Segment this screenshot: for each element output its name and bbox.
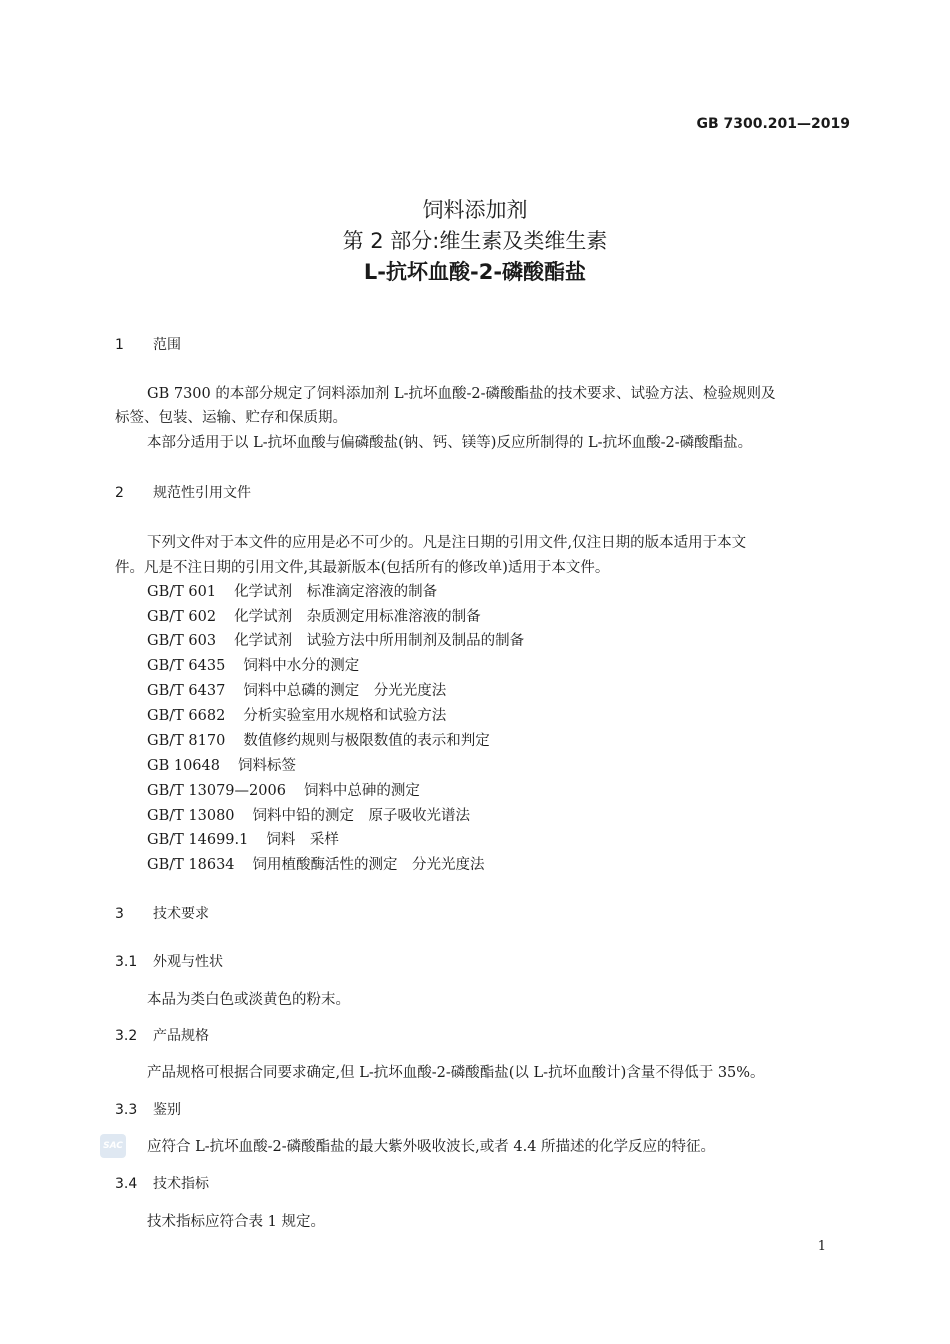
reference-title: 数值修约规则与极限数值的表示和判定 [243,733,490,749]
reference-title: 化学试剂 标准滴定溶液的制备 [234,584,438,600]
section-3-1-heading: 3.1 外观与性状 [115,954,223,970]
reference-item [147,632,524,650]
reference-code: GB/T 18634 [147,857,235,873]
reference-item [147,732,490,750]
reference-code: GB/T 8170 [147,733,226,749]
reference-code: GB/T 601 [147,584,217,600]
section-2-heading: 2 规范性引用文件 [115,485,251,501]
reference-code: GB 10648 [147,758,220,774]
reference-title: 化学试剂 试验方法中所用制剂及制品的制备 [234,633,525,649]
paragraph: 件。凡是不注日期的引用文件,其最新版本(包括所有的修改单)适用于本文件。 [115,560,610,576]
reference-item [147,608,481,626]
reference-item [147,856,485,874]
reference-item [147,682,446,700]
reference-code: GB/T 6435 [147,658,226,674]
reference-title: 饲料标签 [237,758,296,774]
title-line-1: 饲料添加剂 [422,198,528,222]
section-1-heading: 1 范围 [115,337,181,353]
section-3-heading: 3 技术要求 [115,906,209,922]
section-3-2-heading: 3.2 产品规格 [115,1028,209,1044]
reference-title: 分析实验室用水规格和试验方法 [243,708,447,724]
paragraph: 本品为类白色或淡黄色的粉末。 [147,992,350,1008]
reference-item [147,657,359,675]
reference-item [147,807,470,825]
sac-watermark-logo: SAC [100,1134,126,1158]
title-line-3: L-抗坏血酸-2-磷酸酯盐 [363,260,587,284]
paragraph: 标签、包装、运输、贮存和保质期。 [115,410,347,426]
section-3-3-heading: 3.3 鉴别 [115,1102,181,1118]
reference-title: 饲料中总砷的测定 [303,783,420,799]
paragraph: 应符合 L-抗坏血酸-2-磷酸酯盐的最大紫外吸收波长,或者 4.4 所描述的化学反应的特征。 [147,1139,716,1155]
paragraph: 下列文件对于本文件的应用是必不可少的。凡是注日期的引用文件,仅注日期的版本适用于本文 [147,535,747,551]
reference-code: GB/T 13079—2006 [147,783,286,799]
paragraph: GB 7300 的本部分规定了饲料添加剂 L-抗坏血酸-2-磷酸酯盐的技术要求、试验方法、检验规则及 [147,386,776,402]
standard-number: GB 7300.201—2019 [696,116,850,132]
reference-item [147,831,339,849]
reference-item [147,782,420,800]
title-line-2: 第 2 部分:维生素及类维生素 [342,229,608,253]
reference-code: GB/T 13080 [147,808,235,824]
section-3-4-heading: 3.4 技术指标 [115,1176,209,1192]
page-number: 1 [817,1239,826,1254]
reference-item [147,757,296,775]
paragraph: 本部分适用于以 L-抗坏血酸与偏磷酸盐(钠、钙、镁等)反应所制得的 L-抗坏血酸-2-磷酸酯盐。 [147,435,753,451]
reference-title: 饲料中水分的测定 [243,658,360,674]
reference-code: GB/T 6682 [147,708,226,724]
reference-title: 化学试剂 杂质测定用标准溶液的制备 [234,609,481,625]
paragraph: 技术指标应符合表 1 规定。 [147,1214,325,1230]
reference-title: 饲料 采样 [266,832,339,848]
reference-code: GB/T 6437 [147,683,226,699]
reference-code: GB/T 602 [147,609,217,625]
reference-title: 饲用植酸酶活性的测定 分光光度法 [252,857,485,873]
paragraph: 产品规格可根据合同要求确定,但 L-抗坏血酸-2-磷酸酯盐(以 L-抗坏血酸计)含量不得低于 35%。 [147,1065,765,1081]
reference-title: 饲料中总磷的测定 分光光度法 [243,683,447,699]
reference-title: 饲料中铅的测定 原子吸收光谱法 [252,808,471,824]
reference-code: GB/T 603 [147,633,217,649]
reference-code: GB/T 14699.1 [147,832,249,848]
reference-item [147,707,446,725]
reference-item [147,583,437,601]
